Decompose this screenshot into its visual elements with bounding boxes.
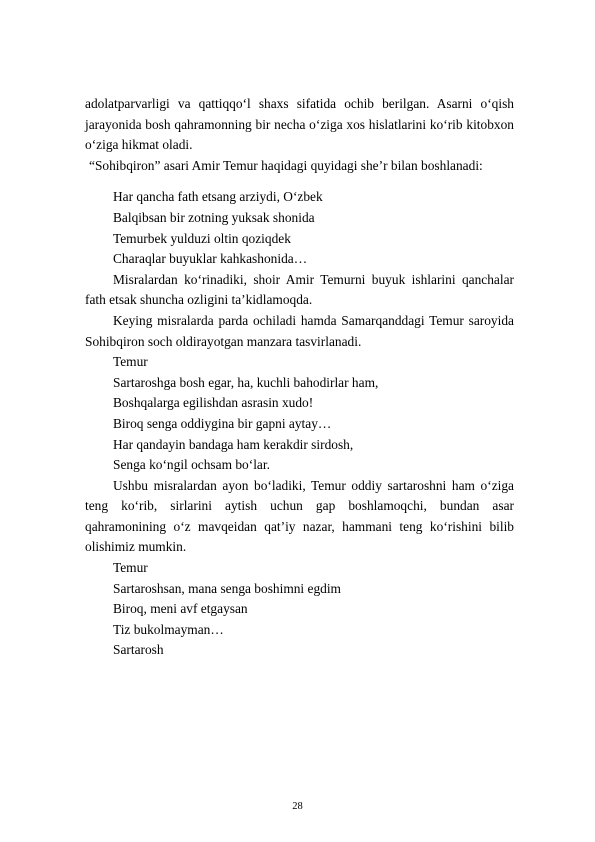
page-number: 28 xyxy=(292,801,303,812)
dialogue-line: Har qandayin bandaga ham kerakdir sirdosh, xyxy=(113,436,354,452)
page-body xyxy=(85,94,514,661)
dialogue-line: Sartaroshsan, mana senga boshimni egdim xyxy=(113,580,341,596)
poem-line: Har qancha fath etsang arziydi, O‘zbek xyxy=(113,189,323,205)
paragraph-3: Ushbu misralardan ayon bo‘ladiki, Temur oddiy sartaroshni ham o‘ziga teng ko‘rib, sirlarini aytish uchun gap boshlamoqchi, bundan asar qahramonining o‘z mavqeidan qat’iy nazar, hammani teng ko‘rishini bilib olishimiz mumkin. xyxy=(85,477,514,555)
dialogue-line: Senga ko‘ngil ochsam bo‘lar. xyxy=(113,457,270,473)
dialogue-block-1 xyxy=(85,352,514,476)
dialogue-line: Biroq senga oddiygina bir gapni aytay… xyxy=(113,415,332,431)
dialogue-line: Sartaroshga bosh egar, ha, kuchli bahodirlar ham, xyxy=(113,374,379,390)
speaker-name: Temur xyxy=(113,560,148,576)
intro-paragraph: adolatparvarligi va qattiqqo‘l shaxs sifatida ochib berilgan. Asarni o‘qish jarayonida bosh qahramonning bir necha o‘ziga xos hislatlarini ko‘rib kitobxon o‘ziga hikmat oladi. xyxy=(85,96,514,153)
poem-block xyxy=(85,187,514,269)
dialogue-block-2 xyxy=(85,558,514,661)
intro-sentence: “Sohibqiron” asari Amir Temur haqidagi quyidagi she’r bilan boshlanadi: xyxy=(89,157,483,173)
paragraph-1: Misralardan ko‘rinadiki, shoir Amir Temurni buyuk ishlarini qanchalar fath etsak shuncha ozligini ta’kidlamoqda. xyxy=(85,271,514,308)
dialogue-line: Tiz bukolmayman… xyxy=(113,621,224,637)
speaker-name: Temur xyxy=(113,354,148,370)
speaker-name: Sartarosh xyxy=(113,642,164,658)
dialogue-line: Biroq, meni avf etgaysan xyxy=(113,601,248,617)
poem-line: Charaqlar buyuklar kahkashonida… xyxy=(113,251,308,267)
dialogue-line: Boshqalarga egilishdan asrasin xudo! xyxy=(113,395,314,411)
poem-line: Balqibsan bir zotning yuksak shonida xyxy=(113,209,315,225)
paragraph-2: Keying misralarda parda ochiladi hamda Samarqanddagi Temur saroyida Sohibqiron soch oldirayotgan manzara tasvirlanadi. xyxy=(85,312,514,349)
poem-line: Temurbek yulduzi oltin qoziqdek xyxy=(113,230,291,246)
